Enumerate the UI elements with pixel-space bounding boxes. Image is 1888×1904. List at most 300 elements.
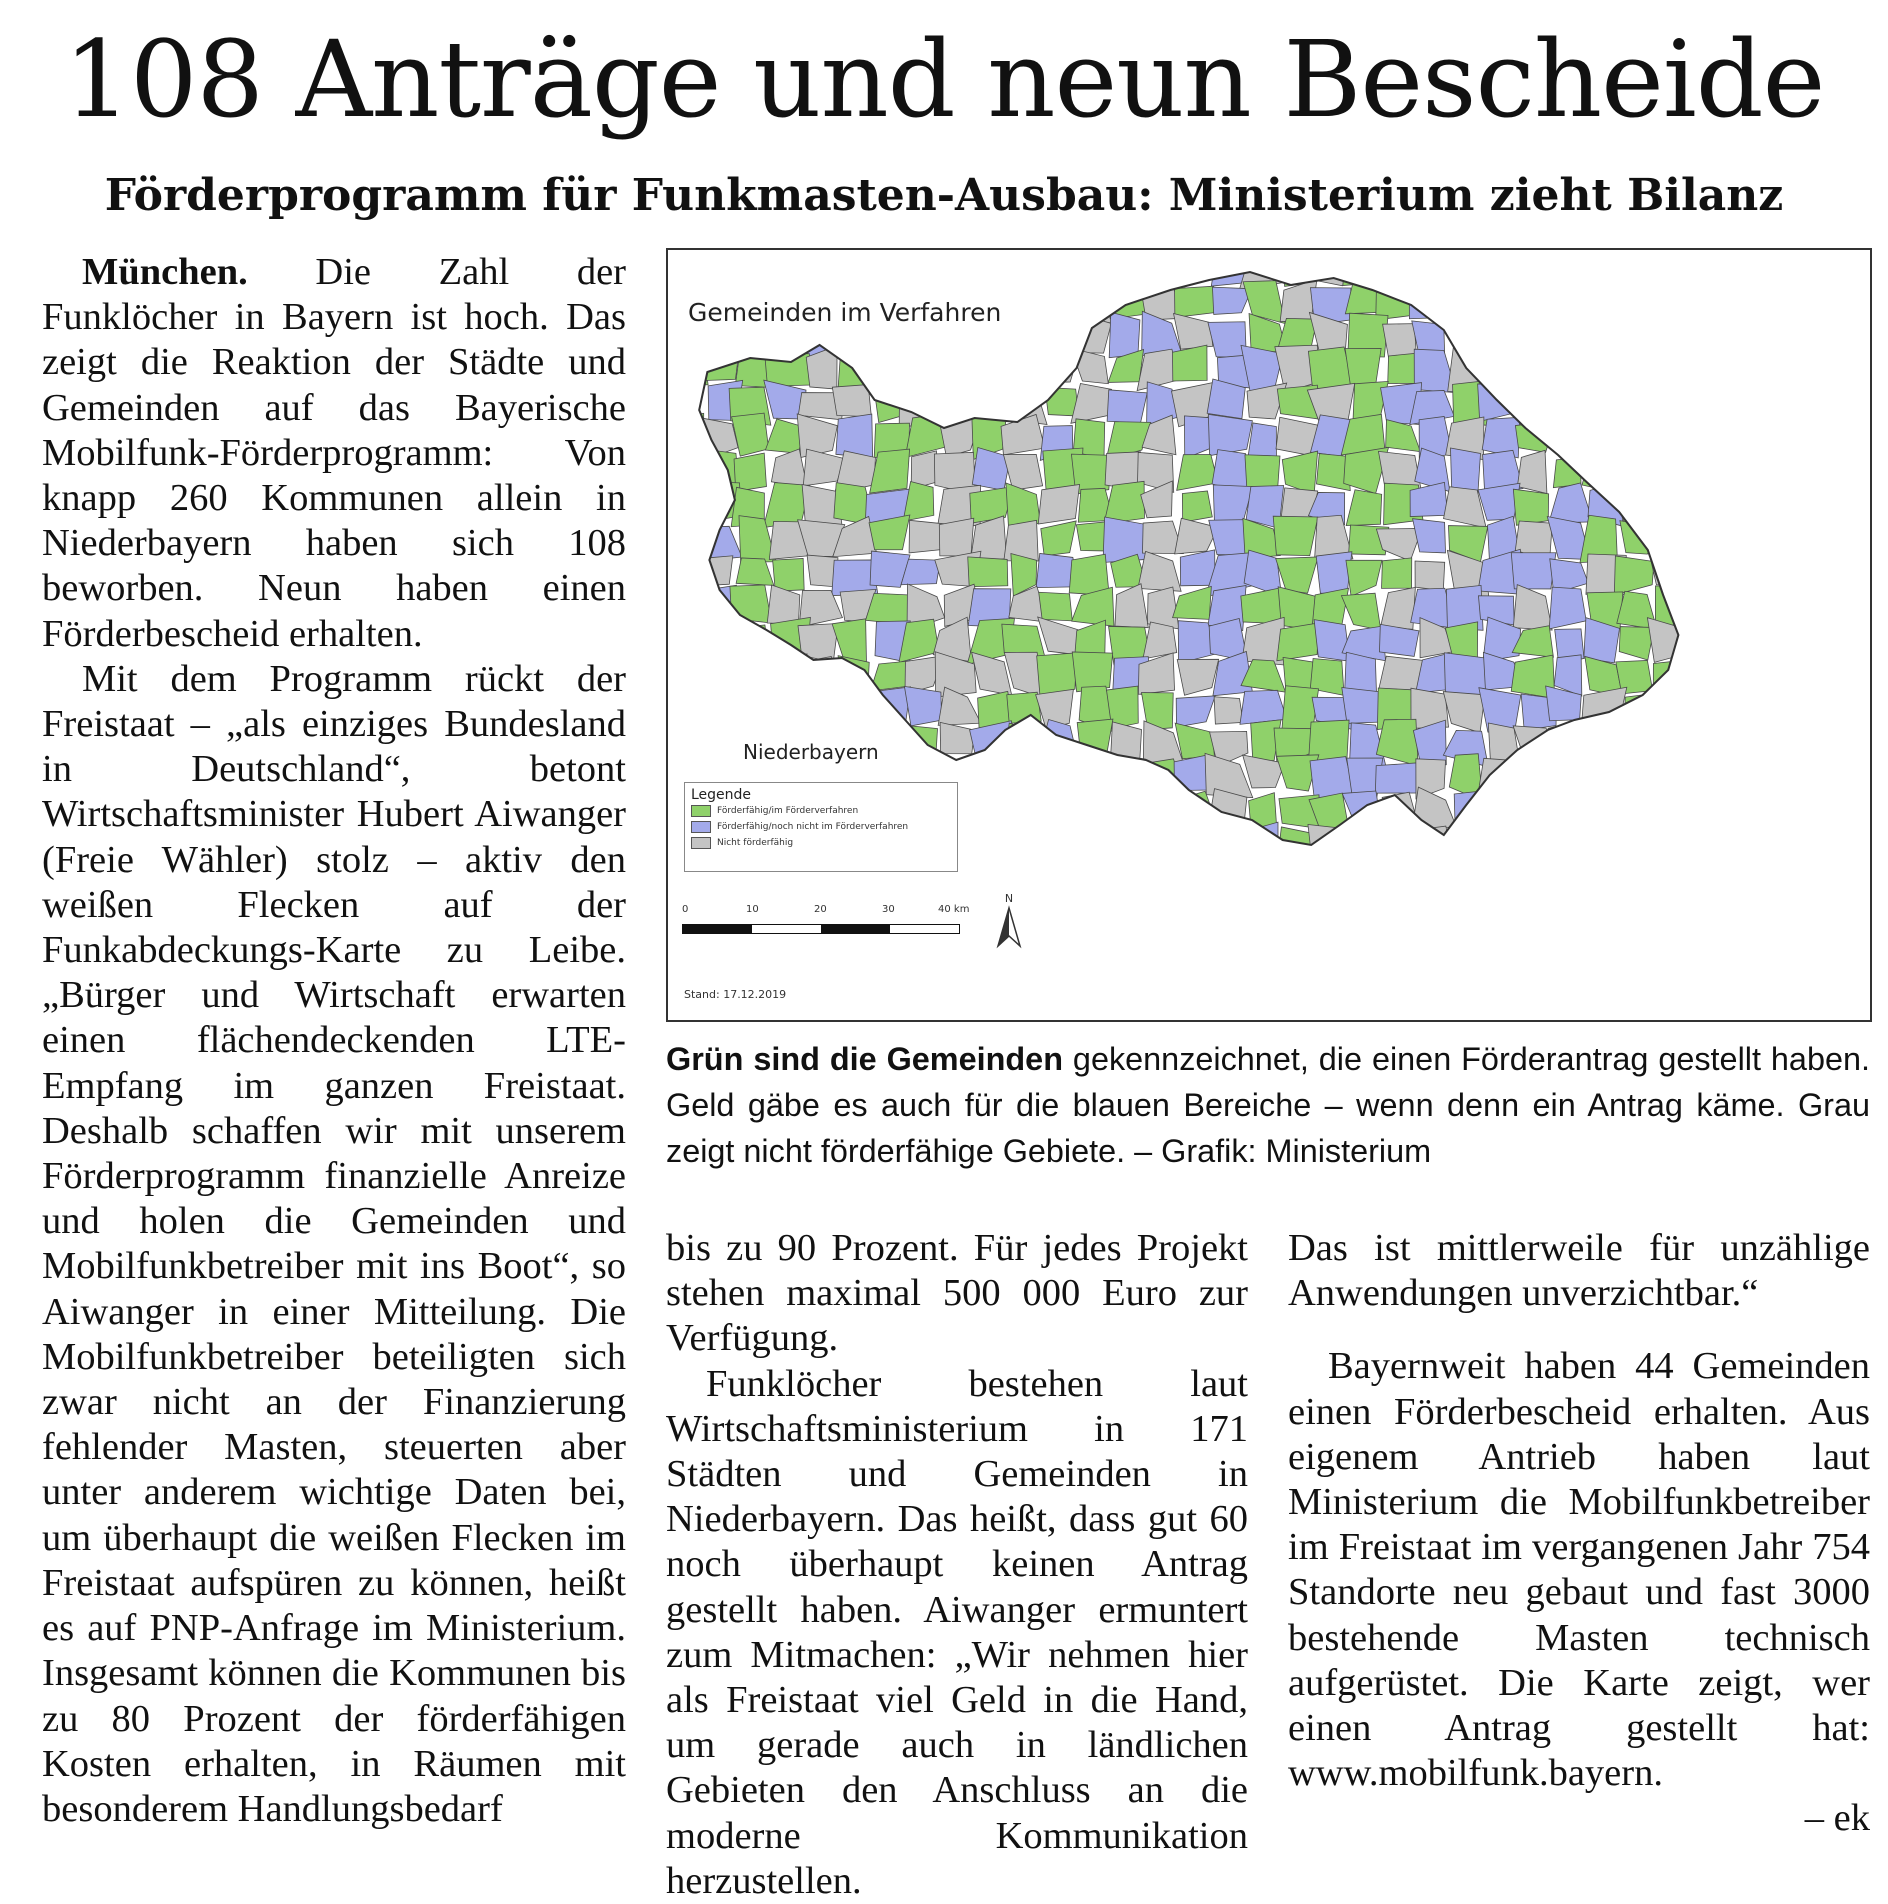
municipality-cell (1686, 823, 1728, 864)
municipality-cell (1689, 757, 1727, 797)
municipality-cell (1582, 687, 1627, 731)
municipality-cell (1822, 524, 1853, 558)
municipality-cell (730, 585, 772, 623)
municipality-cell (1717, 797, 1760, 828)
municipality-cell (1210, 824, 1248, 865)
municipality-cell (1070, 758, 1110, 794)
municipality-cell (1590, 424, 1626, 459)
municipality-cell (1172, 826, 1216, 869)
municipality-cell (1613, 350, 1653, 387)
legend-swatch-blue (691, 821, 711, 833)
municipality-cell (1511, 787, 1553, 835)
article-column-2 (666, 1226, 1248, 1904)
municipality-cell (668, 524, 704, 552)
municipality-cell (1109, 789, 1149, 833)
municipality-cell (1044, 758, 1081, 792)
municipality-cell (704, 526, 742, 561)
municipality-cell (1003, 313, 1037, 349)
municipality-cell (901, 354, 947, 392)
municipality-cell (1853, 350, 1870, 387)
municipality-cell (1139, 862, 1175, 902)
municipality-cell (1826, 484, 1855, 522)
municipality-cell (1517, 450, 1547, 493)
municipality-cell (1247, 864, 1282, 897)
municipality-cell (1682, 585, 1726, 631)
municipality-cell (1546, 827, 1585, 862)
municipality-cell (1683, 792, 1727, 835)
municipality-cell (1623, 482, 1656, 525)
municipality-cell (1477, 278, 1519, 322)
legend-item (691, 819, 957, 835)
municipality-cell (1580, 822, 1622, 867)
municipality-cell (1273, 855, 1319, 894)
paragraph-text: Die Zahl der Funklöcher in Bayern ist hoch. Das zeigt die Reaktion der Städte und Gemeinden auf das Bayerische Mobilfunk-Förderprogramm: Von knapp 260 Kommunen allein in Niederbayern haben sich 108 beworben. Neun haben einen Förderbescheid erhalten. (42, 251, 626, 655)
municipality-cell (1003, 822, 1047, 865)
scale-label: 20 (814, 904, 827, 915)
municipality-cell (1548, 389, 1585, 423)
municipality-cell (1038, 617, 1081, 655)
municipality-cell (1581, 314, 1623, 358)
municipality-cell (1684, 413, 1726, 454)
municipality-cell (1071, 250, 1111, 282)
north-arrow-icon (994, 890, 1024, 950)
municipality-cell (1341, 593, 1380, 630)
municipality-cell (1580, 759, 1620, 800)
municipality-cell (1852, 664, 1870, 694)
municipality-cell (1688, 863, 1727, 899)
municipality-cell (1382, 558, 1412, 588)
municipality-cell (1214, 697, 1243, 724)
municipality-cell (939, 518, 973, 556)
municipality-cell (866, 593, 913, 625)
caption-text: gekennzeichnet, die einen Förderantrag gestellt haben. Geld gäbe es auch für die blauen Bereiche – wenn denn ein Antrag käme. Grau zeigt nicht förderfähige Gebiete. – Grafik: Ministerium (666, 1041, 1870, 1169)
municipality-cell (773, 558, 805, 591)
municipality-cell (765, 654, 807, 692)
municipality-cell (1111, 250, 1149, 286)
municipality-cell (1073, 864, 1113, 900)
municipality-cell (832, 619, 866, 663)
municipality-cell (1716, 425, 1763, 460)
municipality-cell (1042, 349, 1079, 383)
scale-label: 40 km (938, 904, 970, 915)
municipality-cell (802, 250, 843, 288)
municipality-cell (1010, 794, 1049, 834)
municipality-cell (797, 414, 837, 458)
municipality-cell (1036, 316, 1082, 351)
municipality-cell (1821, 313, 1852, 347)
municipality-cell (1520, 284, 1555, 320)
municipality-cell (1042, 821, 1075, 860)
municipality-cell (1861, 791, 1870, 831)
municipality-cell (1720, 689, 1750, 729)
municipality-cell (1005, 283, 1039, 314)
caption-lead: Grün sind die Gemeinden (666, 1041, 1063, 1077)
municipality-cell (974, 352, 1014, 382)
municipality-cell (1511, 553, 1556, 589)
municipality-cell (1447, 827, 1485, 865)
municipality-cell (1717, 316, 1759, 351)
municipality-cell (1583, 720, 1625, 765)
municipality-cell (1652, 484, 1689, 521)
municipality-cell (1691, 312, 1726, 350)
legend-label: Nicht förderfähig (717, 838, 794, 848)
municipality-cell (1652, 689, 1690, 726)
municipality-cell (1249, 793, 1277, 829)
municipality-cell (1826, 456, 1857, 487)
municipality-cell (1582, 452, 1622, 493)
municipality-cell (1004, 520, 1038, 561)
municipality-cell (1692, 721, 1727, 759)
figure-caption (666, 1036, 1870, 1174)
municipality-cell (1750, 420, 1796, 454)
municipality-cell (1785, 250, 1825, 290)
municipality-cell (1346, 560, 1382, 596)
municipality-cell (1651, 727, 1692, 765)
map-legend (684, 782, 958, 872)
municipality-cell (798, 624, 838, 663)
municipality-cell (1513, 489, 1548, 525)
municipality-cell (732, 625, 769, 661)
municipality-cell (1821, 413, 1859, 460)
municipality-cell (1346, 490, 1382, 526)
municipality-cell (1614, 251, 1660, 284)
municipality-cell (1484, 860, 1524, 902)
legend-item (691, 803, 957, 819)
municipality-cell (1822, 788, 1863, 832)
municipality-cell (1343, 250, 1389, 286)
municipality-cell (1182, 491, 1212, 522)
municipality-cell (1035, 250, 1075, 287)
municipality-cell (836, 250, 867, 288)
municipality-cell (1786, 833, 1826, 863)
municipality-cell (1549, 483, 1593, 523)
municipality-cell (1684, 691, 1727, 723)
municipality-cell (1654, 425, 1695, 458)
municipality-cell (1614, 556, 1654, 595)
municipality-cell (1855, 279, 1870, 322)
municipality-cell (1682, 281, 1725, 313)
municipality-cell (943, 383, 979, 419)
municipality-cell (1817, 653, 1858, 698)
municipality-cell (1716, 821, 1755, 861)
municipality-cell (1553, 250, 1581, 290)
municipality-cell (1857, 459, 1870, 489)
municipality-cell (1104, 481, 1144, 523)
municipality-cell (1723, 857, 1762, 902)
municipality-cell (1343, 824, 1387, 865)
municipality-cell (903, 725, 938, 758)
scale-bar (682, 904, 972, 934)
municipality-cell (804, 656, 838, 697)
municipality-cell (1039, 592, 1073, 621)
municipality-cell (1452, 858, 1482, 897)
municipality-cell (668, 250, 708, 284)
municipality-cell (1208, 414, 1252, 455)
municipality-cell (1647, 864, 1686, 899)
municipality-cell (702, 623, 741, 664)
municipality-cell (1818, 352, 1863, 384)
municipality-cell (1580, 278, 1625, 322)
municipality-cell (1753, 653, 1790, 694)
municipality-cell (1855, 759, 1870, 796)
municipality-cell (1784, 424, 1830, 454)
municipality-cell (1376, 528, 1422, 561)
municipality-cell (1787, 787, 1828, 833)
municipality-cell (767, 585, 800, 624)
municipality-cell (1681, 382, 1725, 425)
municipality-cell (1115, 584, 1148, 628)
municipality-cell (1724, 553, 1758, 588)
municipality-cell (1752, 829, 1787, 863)
municipality-cell (1478, 384, 1514, 421)
legend-swatch-green (691, 805, 711, 817)
municipality-cell (1517, 821, 1557, 862)
municipality-cell (1857, 686, 1870, 732)
municipality-cell (1551, 757, 1590, 795)
municipality-cell (1109, 312, 1140, 357)
municipality-cell (1859, 420, 1870, 455)
municipality-cell (1722, 448, 1761, 493)
municipality-cell (1107, 390, 1147, 423)
legend-title: Legende (691, 787, 752, 803)
municipality-cell (698, 250, 742, 284)
municipality-cell (1753, 588, 1796, 629)
municipality-cell (1413, 519, 1446, 553)
paragraph: Funklöcher bestehen laut Wirtschaftsministerium in 171 Städten und Gemeinden in Niederbayern. Das heißt, dass gut 60 noch überhaupt keinen Antrag gestellt haben. Aiwanger ermuntert zum Mitmachen: „Wir nehmen hier als Freistaat viel Geld in die Hand, um gerade auch in ländlichen Gebieten den Anschluss an die moderne Kommunikation herzustellen. (666, 1362, 1248, 1902)
municipality-cell (1819, 550, 1864, 596)
municipality-cell (1071, 384, 1113, 424)
article-column-3 (1288, 1226, 1870, 1842)
municipality-cell (1615, 449, 1661, 493)
municipality-cell (1073, 793, 1115, 833)
municipality-cell (732, 413, 769, 456)
map-date: Stand: 17.12.2019 (684, 988, 787, 1001)
municipality-cell (1241, 588, 1283, 624)
municipality-cell (1175, 723, 1214, 759)
municipality-cell (904, 686, 941, 726)
municipality-cell (1648, 381, 1693, 421)
municipality-cell (1450, 282, 1484, 323)
municipality-cell (1514, 250, 1554, 289)
municipality-cell (1718, 758, 1758, 793)
municipality-cell (735, 657, 767, 698)
municipality-cell (1758, 720, 1790, 765)
municipality-cell (1716, 653, 1755, 698)
municipality-cell (1818, 865, 1859, 896)
municipality-cell (1511, 316, 1558, 357)
municipality-cell (934, 255, 975, 288)
municipality-cell (1103, 517, 1148, 562)
legend-item (691, 835, 957, 851)
municipality-cell (1387, 822, 1422, 862)
municipality-cell (1171, 864, 1212, 900)
municipality-cell (976, 762, 1002, 792)
municipality-cell (1863, 723, 1870, 764)
scale-label: 30 (882, 904, 895, 915)
municipality-cell (1855, 518, 1870, 559)
municipality-cell (700, 654, 733, 693)
municipality-cell (1621, 726, 1648, 766)
municipality-cell (1686, 255, 1725, 288)
municipality-cell (974, 384, 1003, 422)
municipality-cell (1624, 693, 1657, 722)
municipality-cell (696, 556, 733, 586)
municipality-cell (1752, 384, 1795, 425)
municipality-cell (836, 414, 873, 458)
municipality-cell (1756, 349, 1796, 387)
municipality-cell (1657, 522, 1691, 560)
legend-label: Förderfähig/im Förderverfahren (717, 806, 859, 816)
municipality-cell (732, 685, 765, 724)
municipality-cell (1861, 313, 1870, 354)
municipality-cell (1786, 346, 1822, 386)
municipality-cell (1650, 759, 1693, 790)
municipality-cell (869, 353, 909, 389)
municipality-cell (1718, 592, 1760, 623)
map-title: Gemeinden im Verfahren (688, 298, 1002, 327)
municipality-cell (1077, 719, 1113, 763)
municipality-cell (1855, 554, 1870, 591)
municipality-cell (1555, 856, 1583, 898)
municipality-cell (803, 689, 843, 726)
municipality-cell (1345, 348, 1381, 387)
municipality-cell (1012, 758, 1038, 796)
municipality-cell (1584, 856, 1624, 902)
municipality-cell (842, 687, 873, 730)
municipality-cell (769, 687, 810, 732)
municipality-cell (1783, 314, 1820, 358)
municipality-cell (1248, 423, 1276, 460)
municipality-cell (1240, 690, 1287, 724)
municipality-cell (1853, 830, 1870, 865)
municipality-cell (1107, 861, 1145, 900)
municipality-cell (1377, 250, 1421, 288)
municipality-cell (1647, 618, 1688, 663)
municipality-cell (1789, 586, 1831, 629)
municipality-cell (1414, 250, 1449, 283)
municipality-cell (1822, 625, 1860, 663)
municipality-cell (909, 520, 944, 553)
municipality-cell (1788, 279, 1829, 322)
scale-label: 10 (746, 904, 759, 915)
municipality-cell (1618, 789, 1658, 827)
municipality-cell (1719, 250, 1753, 288)
municipality-cell (698, 731, 737, 766)
municipality-cell (1549, 587, 1586, 629)
municipality-cell (1177, 455, 1218, 491)
municipality-cell (1687, 665, 1726, 698)
municipality-cell (1827, 696, 1856, 733)
municipality-cell (1818, 762, 1854, 794)
municipality-cell (1482, 252, 1522, 290)
municipality-cell (1687, 347, 1728, 387)
municipality-cell (1649, 349, 1692, 380)
municipality-cell (1044, 858, 1082, 902)
municipality-cell (1758, 753, 1791, 796)
municipality-cell (733, 250, 765, 289)
paragraph: Mit dem Programm rückt der Freistaat – „als einziges Bundesland in Deutschland“, betont Wirtschaftsminister Hubert Aiwanger (Freie Wähler) stolz – aktiv den weißen Flecken auf der Funkabdeckungs-Karte zu Leibe. „Bürger und Wirtschaft erwarten einen flächendeckenden LTE-Empfang im ganzen Freistaat. Deshalb schaffen wir mit unserem Förderprogramm finanzielle Anreize und holen die Gemeinden und Mobilfunkbetreiber mit ins Boot“, so Aiwanger in einer Mitteilung. Die Mobilfunkbetreiber beteiligten sich zwar nicht an der Finanzierung fehlender Masten, steuerten aber unter anderem wichtige Daten bei, um überhaupt die weißen Flecken im Freistaat aufspüren zu können, heißt es auf PNP-Anfrage im Ministerium. Insgesamt können die Kommunen bis zu 80 Prozent der förderfähigen Kosten erhalten, in Räumen mit besonderem Handlungsbedarf (42, 657, 626, 1830)
municipality-cell (764, 250, 806, 291)
municipality-cell (1041, 521, 1076, 556)
headline: 108 Anträge und neun Bescheide (63, 18, 1825, 141)
municipality-cell (1754, 864, 1791, 902)
municipality-cell (1517, 348, 1557, 384)
municipality-cell (1685, 623, 1727, 661)
municipality-cell (1749, 794, 1796, 835)
north-label: N (1004, 892, 1014, 905)
municipality-cell (1853, 625, 1870, 660)
municipality-cell (1455, 321, 1487, 357)
municipality-cell (838, 656, 869, 698)
municipality-cell (1618, 415, 1661, 454)
municipality-cell (1785, 381, 1826, 427)
municipality-cell (934, 348, 980, 389)
municipality-cell (668, 625, 705, 658)
municipality-cell (1549, 347, 1588, 385)
municipality-cell (1010, 349, 1036, 387)
municipality-cell (1581, 797, 1617, 834)
municipality-cell (1715, 387, 1758, 418)
municipality-cell (866, 687, 911, 726)
municipality-cell (1825, 250, 1856, 289)
municipality-cell (1342, 688, 1383, 724)
municipality-cell (1513, 585, 1552, 630)
municipality-cell (1241, 822, 1278, 865)
municipality-cell (1617, 858, 1654, 902)
municipality-cell (1787, 659, 1827, 693)
municipality-cell (1785, 864, 1827, 898)
municipality-cell (1719, 719, 1761, 761)
municipality-cell (1859, 381, 1870, 421)
municipality-cell (1751, 617, 1786, 665)
municipality-cell (1691, 519, 1726, 561)
municipality-cell (1415, 561, 1445, 591)
municipality-cell (1583, 250, 1621, 287)
municipality-cell (1137, 250, 1173, 285)
municipality-cell (668, 413, 704, 460)
municipality-cell (668, 380, 699, 425)
municipality-cell (1180, 550, 1215, 586)
municipality-cell (1479, 794, 1515, 831)
legend-swatch-grey (691, 837, 711, 849)
municipality-cell (1783, 551, 1830, 591)
municipality-cell (1513, 726, 1557, 767)
municipality-cell (1785, 724, 1822, 756)
municipality-cell (1857, 481, 1870, 527)
municipality-cell (1175, 286, 1219, 317)
municipality-cell (1580, 349, 1618, 390)
municipality-cell (1648, 823, 1682, 868)
municipality-cell (668, 652, 698, 694)
municipality-cell (1546, 311, 1589, 348)
municipality-cell (1788, 756, 1824, 796)
municipality-cell (1444, 250, 1487, 289)
municipality-cell (1623, 284, 1656, 313)
municipality-cell (1753, 455, 1790, 493)
municipality-cell (1757, 314, 1789, 356)
municipality-cell (674, 347, 709, 384)
municipality-cell (1176, 696, 1215, 727)
municipality-cell (1650, 317, 1691, 355)
municipality-cell (973, 823, 1008, 859)
municipality-cell (1821, 385, 1862, 422)
municipality-cell (1751, 277, 1796, 311)
legend-label: Förderfähig/noch nicht im Förderverfahren (717, 822, 909, 832)
municipality-cell (668, 454, 708, 491)
municipality-cell (1550, 799, 1587, 833)
municipality-cell (1752, 489, 1797, 523)
municipality-cell (869, 251, 909, 290)
